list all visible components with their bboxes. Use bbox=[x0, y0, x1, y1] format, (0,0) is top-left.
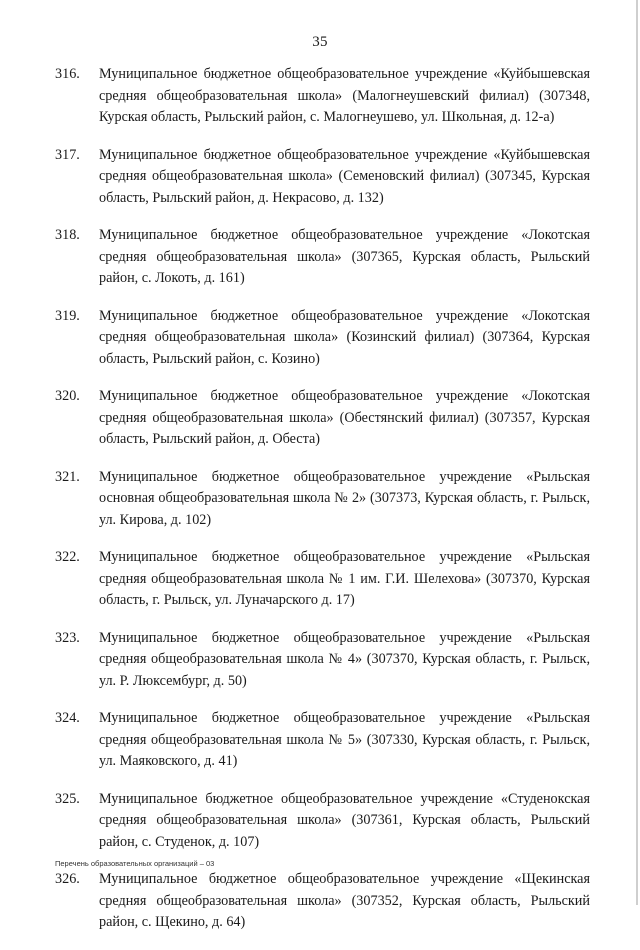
entry-text: Муниципальное бюджетное общеобразовательное учреждение «Куйбышевская средняя общеобразовательная школа» (Семеновский филиал) (307345, Курская область, Рыльский район, д. Некрасово, д. 132) bbox=[99, 146, 590, 206]
entry-number: 321. bbox=[55, 468, 80, 485]
list-item bbox=[55, 64, 590, 129]
entry-number: 320. bbox=[55, 388, 80, 404]
list-item bbox=[55, 386, 590, 451]
list-item bbox=[55, 547, 590, 612]
entry-text: Муниципальное бюджетное общеобразовательное учреждение «Локотская средняя общеобразовательная школа» (307365, Курская область, Рыльский район, с. Локоть, д. 161) bbox=[99, 227, 590, 286]
list-item bbox=[55, 225, 590, 290]
entry-text: Муниципальное бюджетное общеобразовательное учреждение «Локотская средняя общеобразовательная школа» (Обестянский филиал) (307357, Курская область, Рыльский район, д. Обеста) bbox=[99, 388, 590, 447]
entry-number: 319. bbox=[55, 307, 80, 324]
entry-text: Муниципальное бюджетное общеобразовательное учреждение «Рыльская средняя общеобразовательная школа № 5» (307330, Курская область, г. Рыльск, ул. Маяковского, д. 41) bbox=[99, 710, 590, 769]
list-item bbox=[55, 628, 590, 693]
entry-text: Муниципальное бюджетное общеобразовательное учреждение «Рыльская средняя общеобразовательная школа № 4» (307370, Курская область, г. Рыльск, ул. Р. Люксембург, д. 50) bbox=[99, 629, 590, 689]
page-footer: Перечень образовательных организаций – 03 bbox=[55, 859, 215, 868]
entry-number: 317. bbox=[55, 146, 80, 163]
list-item bbox=[55, 869, 590, 934]
entry-text: Муниципальное бюджетное общеобразовательное учреждение «Локотская средняя общеобразовательная школа» (Козинский филиал) (307364, Курская область, Рыльский район, с. Козино) bbox=[99, 307, 590, 367]
entry-text: Муниципальное бюджетное общеобразовательное учреждение «Рыльская средняя общеобразовательная школа № 1 им. Г.И. Шелехова» (307370, Курская область, г. Рыльск, ул. Луначарского д. 17) bbox=[99, 549, 590, 608]
scan-edge-divider bbox=[636, 0, 638, 905]
entry-number: 323. bbox=[55, 629, 80, 646]
list-item bbox=[55, 708, 590, 773]
entry-text: Муниципальное бюджетное общеобразовательное учреждение «Студенокская средняя общеобразовательная школа» (307361, Курская область, Рыльский район, с. Студенок, д. 107) bbox=[99, 790, 590, 850]
list-item bbox=[55, 789, 590, 854]
entry-text: Муниципальное бюджетное общеобразовательное учреждение «Рыльская основная общеобразовательная школа № 2» (307373, Курская область, г. Рыльск, ул. Кирова, д. 102) bbox=[99, 468, 590, 528]
entry-number: 324. bbox=[55, 710, 80, 726]
entry-text: Муниципальное бюджетное общеобразовательное учреждение «Щекинская средняя общеобразовательная школа» (307352, Курская область, Рыльский район, с. Щекино, д. 64) bbox=[99, 871, 590, 930]
entry-number: 322. bbox=[55, 549, 80, 565]
entry-number: 326. bbox=[55, 871, 80, 887]
list-item bbox=[55, 467, 590, 532]
entry-number: 316. bbox=[55, 66, 80, 82]
list-item bbox=[55, 306, 590, 371]
organization-list bbox=[55, 64, 590, 950]
entry-number: 318. bbox=[55, 227, 80, 243]
list-item bbox=[55, 145, 590, 210]
page-number: 35 bbox=[312, 34, 328, 50]
entry-number: 325. bbox=[55, 790, 80, 807]
entry-text: Муниципальное бюджетное общеобразовательное учреждение «Куйбышевская средняя общеобразовательная школа» (Малогнеушевский филиал) (307348, Курская область, Рыльский район, с. Малогнеушево, ул. Школьная, д. 12-а) bbox=[99, 66, 590, 125]
